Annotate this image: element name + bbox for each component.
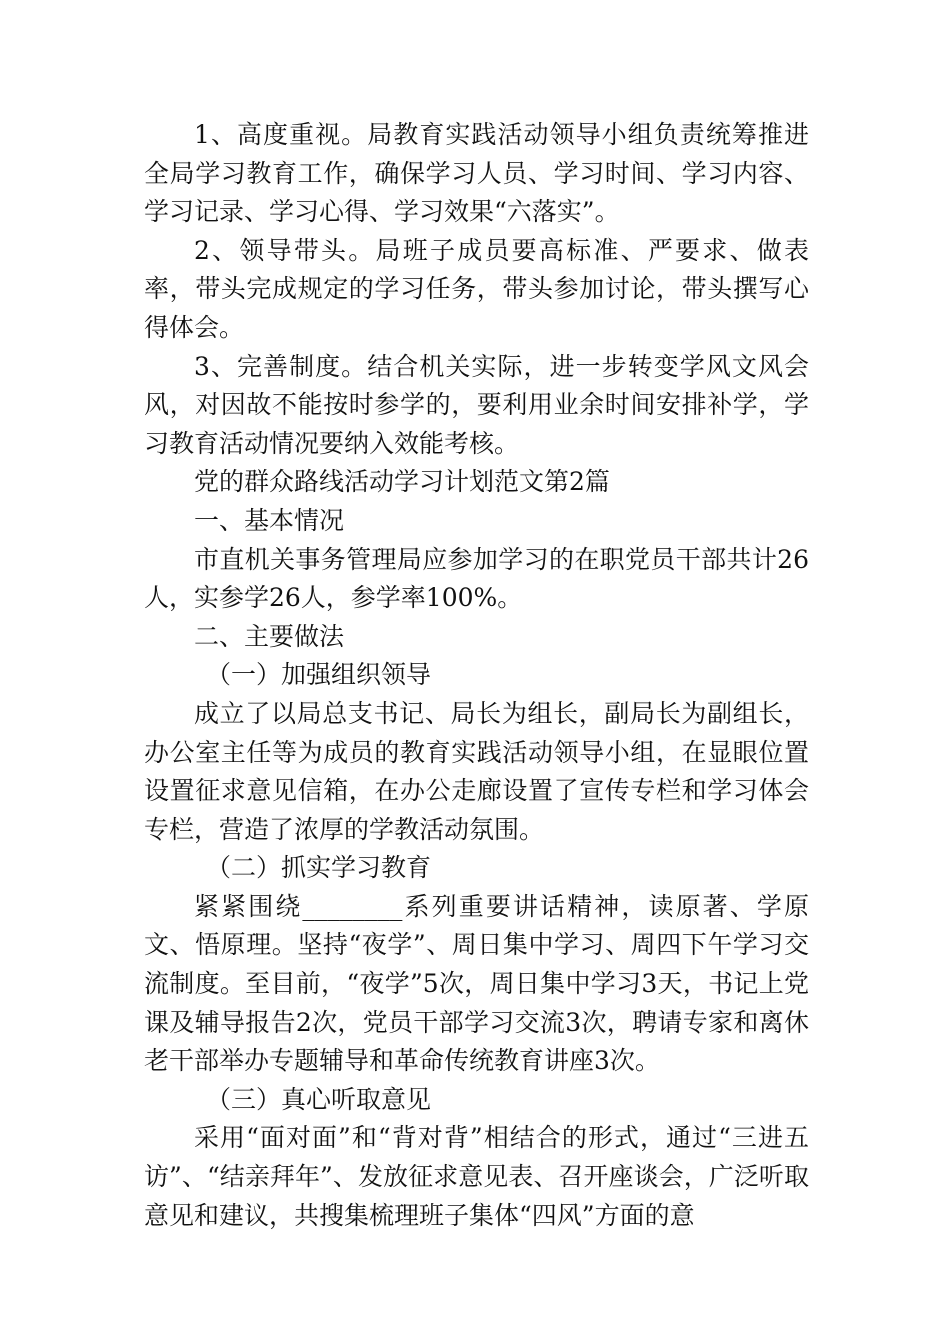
paragraph-basic-info: 市直机关事务管理局应参加学习的在职党员干部共计26人，实参学26人，参学率100%。 (144, 544, 809, 613)
paragraph-opinions: 采用“面对面”和“背对背”相结合的形式，通过“三进五访”、“结亲拜年”、发放征求意见表、召开座谈会，广泛听取意见和建议，共搜集梳理班子集体“四风”方面的意 (144, 1123, 809, 1230)
paragraph-point-1: 1、高度重视。局教育实践活动领导小组负责统筹推进全局学习教育工作，确保学习人员、学习时间、学习内容、学习记录、学习心得、学习效果“六落实”。 (144, 120, 809, 227)
paragraph-point-3: 3、完善制度。结合机关实际，进一步转变学风文风会风，对因故不能按时参学的，要利用业余时间安排补学，学习教育活动情况要纳入效能考核。 (144, 351, 809, 458)
paragraph-point-2: 2、领导带头。局班子成员要高标准、严要求、做表率，带头完成规定的学习任务，带头参加讨论，带头撰写心得体会。 (144, 235, 809, 342)
paragraph-study: 紧紧围绕________系列重要讲话精神，读原著、学原文、悟原理。坚持“夜学”、周日集中学习、周四下午学习交流制度。至目前，“夜学”5次，周日集中学习3天，书记上党课及辅导报告2次，党员干部学习交流3次，聘请专家和离休老干部举办专题辅导和革命传统教育讲座3次。 (144, 891, 809, 1076)
subheading-opinions: （三）真心听取意见 (206, 1084, 432, 1114)
section-heading-basic: 一、基本情况 (194, 505, 345, 535)
subheading-organization: （一）加强组织领导 (206, 660, 432, 690)
paragraph-organization: 成立了以局总支书记、局长为组长，副局长为副组长，办公室主任等为成员的教育实践活动领导小组，在显眼位置设置征求意见信箱，在办公走廊设置了宣传专栏和学习体会专栏，营造了浓厚的学教活动氛围。 (144, 698, 809, 844)
article-title: 党的群众路线活动学习计划范文第2篇 (194, 467, 610, 497)
section-heading-methods: 二、主要做法 (194, 621, 345, 651)
subheading-study: （二）抓实学习教育 (206, 853, 432, 883)
document-body (144, 116, 809, 1235)
